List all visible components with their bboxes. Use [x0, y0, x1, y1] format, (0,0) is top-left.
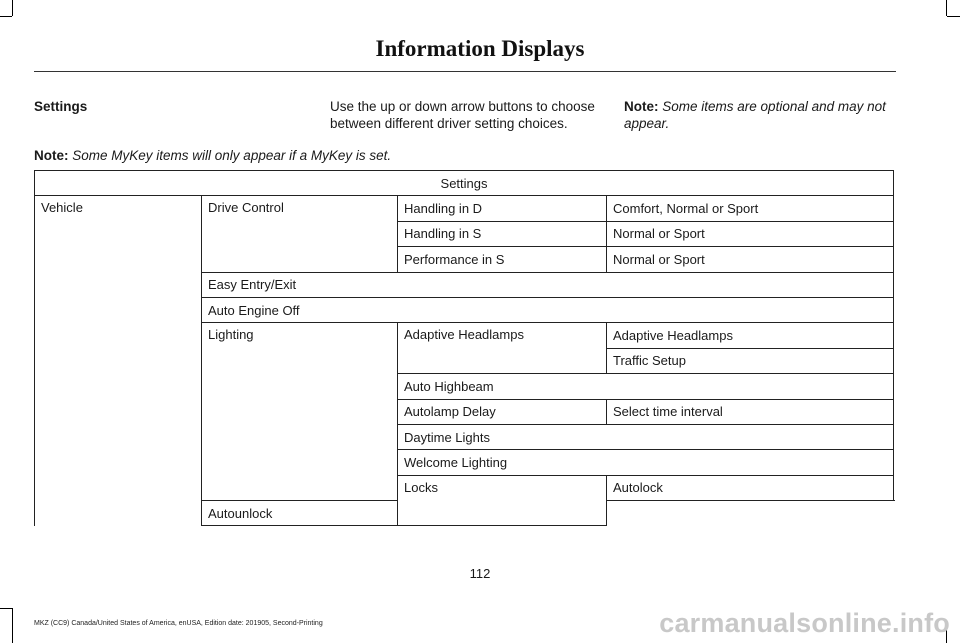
crop-mark [12, 0, 13, 16]
crop-mark [0, 16, 12, 17]
setting-autounlock: Autounlock [202, 501, 607, 526]
value-performance-s: Normal or Sport [607, 247, 894, 272]
group-locks: Locks [398, 475, 607, 526]
crop-mark [946, 0, 947, 16]
note-text: Some items are optional and may not appear. [624, 99, 886, 131]
value-adaptive-headlamps: Adaptive Headlamps [607, 323, 894, 348]
crop-mark [12, 608, 13, 643]
settings-heading: Settings [34, 99, 88, 114]
crop-mark [947, 16, 960, 17]
footer-edition: MKZ (CC9) Canada/United States of America, enUSA, Edition date: 201905, Second-Printing [34, 620, 323, 627]
value-autolamp-delay: Select time interval [607, 399, 894, 424]
note-label: Note: [624, 99, 659, 114]
category-vehicle: Vehicle [35, 196, 202, 526]
page-number: 112 [469, 566, 491, 581]
setting-handling-s: Handling in S [398, 221, 607, 246]
setting-adaptive-headlamps: Adaptive Headlamps [398, 323, 607, 374]
note-optional-items [624, 98, 896, 132]
setting-daytime-lights: Daytime Lights [398, 424, 894, 449]
value-handling-d: Comfort, Normal or Sport [607, 196, 894, 221]
settings-instruction: Use the up or down arrow buttons to choose between different driver setting choices. [330, 99, 595, 131]
group-drive-control: Drive Control [202, 196, 398, 272]
page-title: Information Displays [375, 36, 585, 61]
setting-welcome-lighting: Welcome Lighting [398, 450, 894, 475]
value-traffic-setup: Traffic Setup [607, 348, 894, 373]
header-divider [34, 71, 896, 72]
note-mykey [34, 147, 391, 164]
setting-autolamp-delay: Autolamp Delay [398, 399, 607, 424]
group-lighting: Lighting [202, 323, 398, 501]
setting-autolock: Autolock [607, 475, 894, 500]
setting-handling-d: Handling in D [398, 196, 607, 221]
setting-performance-s: Performance in S [398, 247, 607, 272]
setting-auto-highbeam: Auto Highbeam [398, 374, 894, 399]
settings-table [34, 170, 894, 526]
crop-mark [0, 608, 12, 609]
setting-easy-entry: Easy Entry/Exit [202, 272, 894, 297]
watermark-logo: carmanualsonline.info [659, 608, 950, 638]
note-text: Some MyKey items will only appear if a MyKey is set. [72, 148, 392, 163]
value-handling-s: Normal or Sport [607, 221, 894, 246]
setting-auto-engine-off: Auto Engine Off [202, 297, 894, 322]
note-label: Note: [34, 148, 69, 163]
table-title: Settings [35, 171, 894, 196]
